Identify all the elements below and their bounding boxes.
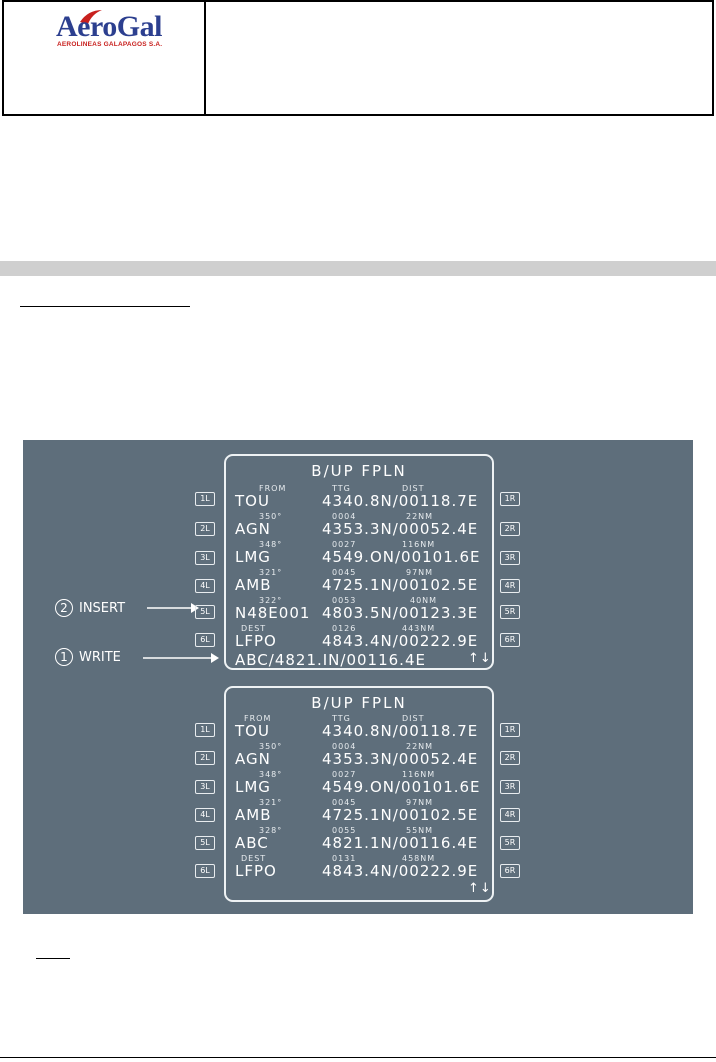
row-right-label: DIST <box>402 484 425 493</box>
row-left-label: DEST <box>241 854 267 863</box>
waypoint-coords: 4353.3N/00052.4E <box>322 520 479 538</box>
callout-number: 1 <box>55 648 73 666</box>
lsk-6l[interactable]: 6L <box>195 633 215 647</box>
lsk-3r[interactable]: 3R <box>500 780 520 794</box>
mcdu-screen-before <box>224 454 494 670</box>
callout-write <box>55 648 121 666</box>
header-table <box>2 0 714 116</box>
scratchpad: ABC/4821.IN/00116.4E <box>235 651 426 669</box>
row-right-label: 97NM <box>406 798 434 807</box>
waypoint-coords: 4549.ON/00101.6E <box>322 778 481 796</box>
waypoint-ident: TOU <box>235 492 270 510</box>
row-right-label: 443NM <box>402 624 436 633</box>
row-mid-label: 0045 <box>332 568 357 577</box>
waypoint-ident: AMB <box>235 806 272 824</box>
lsk-2r[interactable]: 2R <box>500 751 520 765</box>
row-left-label: 350° <box>259 512 283 521</box>
row-mid-label: 0004 <box>332 512 357 521</box>
section-bar <box>0 261 716 276</box>
row-mid-label: TTG <box>332 484 351 493</box>
section-heading-underline <box>20 306 190 307</box>
row-right-label: 116NM <box>402 770 436 779</box>
row-right-label: 55NM <box>406 826 434 835</box>
lsk-5r[interactable]: 5R <box>500 605 520 619</box>
callout-label: WRITE <box>79 650 121 665</box>
row-left-label: FROM <box>244 714 272 723</box>
callout-label: INSERT <box>79 601 126 616</box>
waypoint-coords: 4725.1N/00102.5E <box>322 576 479 594</box>
waypoint-ident: LMG <box>235 548 271 566</box>
waypoint-ident: AGN <box>235 750 271 768</box>
row-mid-label: 0053 <box>332 596 357 605</box>
lsk-5r[interactable]: 5R <box>500 836 520 850</box>
lsk-4l[interactable]: 4L <box>195 808 215 822</box>
logo-cell <box>4 2 206 114</box>
row-mid-label: 0004 <box>332 742 357 751</box>
row-left-label: 350° <box>259 742 283 751</box>
lsk-4r[interactable]: 4R <box>500 808 520 822</box>
scroll-arrows-icon: ↑↓ <box>468 651 492 666</box>
row-right-label: DIST <box>402 714 425 723</box>
row-left-label: 321° <box>259 798 283 807</box>
lsk-1r[interactable]: 1R <box>500 492 520 506</box>
waypoint-ident: LMG <box>235 778 271 796</box>
lsk-3l[interactable]: 3L <box>195 551 215 565</box>
lsk-2l[interactable]: 2L <box>195 522 215 536</box>
lsk-4l[interactable]: 4L <box>195 579 215 593</box>
lsk-6r[interactable]: 6R <box>500 633 520 647</box>
lsk-5l[interactable]: 5L <box>195 836 215 850</box>
scroll-arrows-icon: ↑↓ <box>468 881 492 896</box>
lsk-5l[interactable]: 5L <box>195 605 215 619</box>
lsk-3l[interactable]: 3L <box>195 780 215 794</box>
logo-subtitle: AEROLINEAS GALAPAGOS S.A. <box>57 41 163 48</box>
mcdu-screen-after <box>224 686 494 902</box>
lsk-4r[interactable]: 4R <box>500 579 520 593</box>
row-left-label: 321° <box>259 568 283 577</box>
row-left-label: DEST <box>241 624 267 633</box>
waypoint-coords: 4843.4N/00222.9E <box>322 632 479 650</box>
waypoint-coords: 4340.8N/00118.7E <box>322 722 479 740</box>
screen-title: B/UP FPLN <box>311 462 407 480</box>
row-left-label: 348° <box>259 540 283 549</box>
row-mid-label: 0126 <box>332 624 357 633</box>
row-mid-label: 0027 <box>332 540 357 549</box>
waypoint-coords: 4353.3N/00052.4E <box>322 750 479 768</box>
row-right-label: 116NM <box>402 540 436 549</box>
waypoint-coords: 4725.1N/00102.5E <box>322 806 479 824</box>
lsk-1r[interactable]: 1R <box>500 723 520 737</box>
lsk-2r[interactable]: 2R <box>500 522 520 536</box>
callout-number: 2 <box>55 599 73 617</box>
waypoint-coords: 4340.8N/00118.7E <box>322 492 479 510</box>
row-right-label: 40NM <box>410 596 438 605</box>
waypoint-ident: LFPO <box>235 862 277 880</box>
lsk-3r[interactable]: 3R <box>500 551 520 565</box>
waypoint-coords: 4803.5N/00123.3E <box>322 604 479 622</box>
logo-name: AeroGal <box>56 10 162 43</box>
row-mid-label: 0055 <box>332 826 357 835</box>
row-left-label: 348° <box>259 770 283 779</box>
row-mid-label: 0027 <box>332 770 357 779</box>
waypoint-ident: TOU <box>235 722 270 740</box>
row-right-label: 97NM <box>406 568 434 577</box>
waypoint-ident: AGN <box>235 520 271 538</box>
waypoint-coords: 4549.ON/00101.6E <box>322 548 481 566</box>
row-left-label: FROM <box>259 484 287 493</box>
waypoint-coords: 4821.1N/00116.4E <box>322 834 479 852</box>
row-left-label: 322° <box>259 596 283 605</box>
note-underline <box>36 958 70 959</box>
insert-arrow-icon <box>147 602 199 614</box>
lsk-1l[interactable]: 1L <box>195 723 215 737</box>
lsk-6l[interactable]: 6L <box>195 864 215 878</box>
write-arrow-icon <box>143 652 219 664</box>
lsk-1l[interactable]: 1L <box>195 492 215 506</box>
waypoint-ident: AMB <box>235 576 272 594</box>
row-mid-label: 0045 <box>332 798 357 807</box>
row-mid-label: TTG <box>332 714 351 723</box>
title-cell <box>206 2 712 114</box>
row-right-label: 22NM <box>406 742 434 751</box>
waypoint-ident: LFPO <box>235 632 277 650</box>
row-right-label: 22NM <box>406 512 434 521</box>
row-right-label: 458NM <box>402 854 436 863</box>
row-left-label: 328° <box>259 826 283 835</box>
footer-rule <box>0 1057 716 1058</box>
callout-insert <box>55 599 125 617</box>
lsk-6r[interactable]: 6R <box>500 864 520 878</box>
row-mid-label: 0131 <box>332 854 357 863</box>
mcdu-figure <box>23 440 693 914</box>
lsk-2l[interactable]: 2L <box>195 751 215 765</box>
waypoint-ident: ABC <box>235 834 269 852</box>
waypoint-coords: 4843.4N/00222.9E <box>322 862 479 880</box>
waypoint-ident: N48E001 <box>235 604 311 622</box>
screen-title: B/UP FPLN <box>311 694 407 712</box>
